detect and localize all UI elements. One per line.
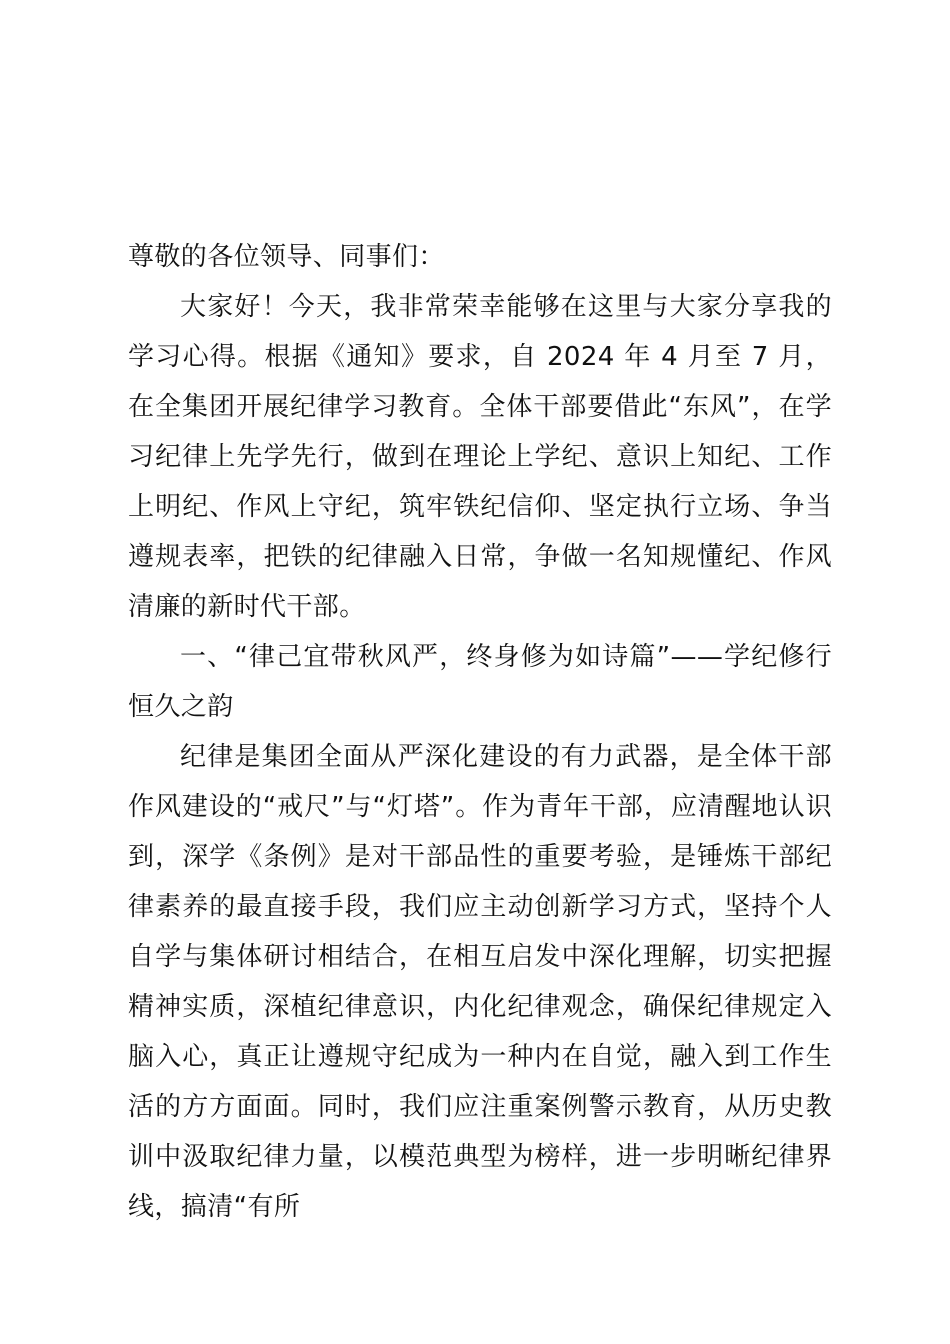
paragraph-greeting: 大家好！今天，我非常荣幸能够在这里与大家分享我的学习心得。根据《通知》要求，自 2024 年 4 月至 7 月，在全集团开展纪律学习教育。全体干部要借此“东风”，在学习纪律上先学先行，做到在理论上学纪、意识上知纪、工作上明纪、作风上守纪，筑牢铁纪信仰、坚定执行立场、争当遵规表率，把铁的纪律融入日常，争做一名知规懂纪、作风清廉的新时代干部。 xyxy=(128,292,832,622)
paragraph-section-1: 纪律是集团全面从严深化建设的有力武器，是全体干部作风建设的“戒尺”与“灯塔”。作为青年干部，应清醒地认识到，深学《条例》是对干部品性的重要考验，是锤炼干部纪律素养的最直接手段，我们应主动创新学习方式，坚持个人自学与集体研讨相结合，在相互启发中深化理解，切实把握精神实质，深植纪律意识，内化纪律观念，确保纪律规定入脑入心，真正让遵规守纪成为一种内在自觉，融入到工作生活的方方面面。同时，我们应注重案例警示教育，从历史教训中汲取纪律力量，以模范典型为榜样，进一步明晰纪律界线，搞清“有所 xyxy=(128,742,832,1222)
salutation: 尊敬的各位领导、同事们： xyxy=(128,242,445,272)
section-heading-1: 一、“律己宜带秋风严，终身修为如诗篇”——学纪修行恒久之韵 xyxy=(128,642,832,722)
document-body xyxy=(128,232,832,1232)
